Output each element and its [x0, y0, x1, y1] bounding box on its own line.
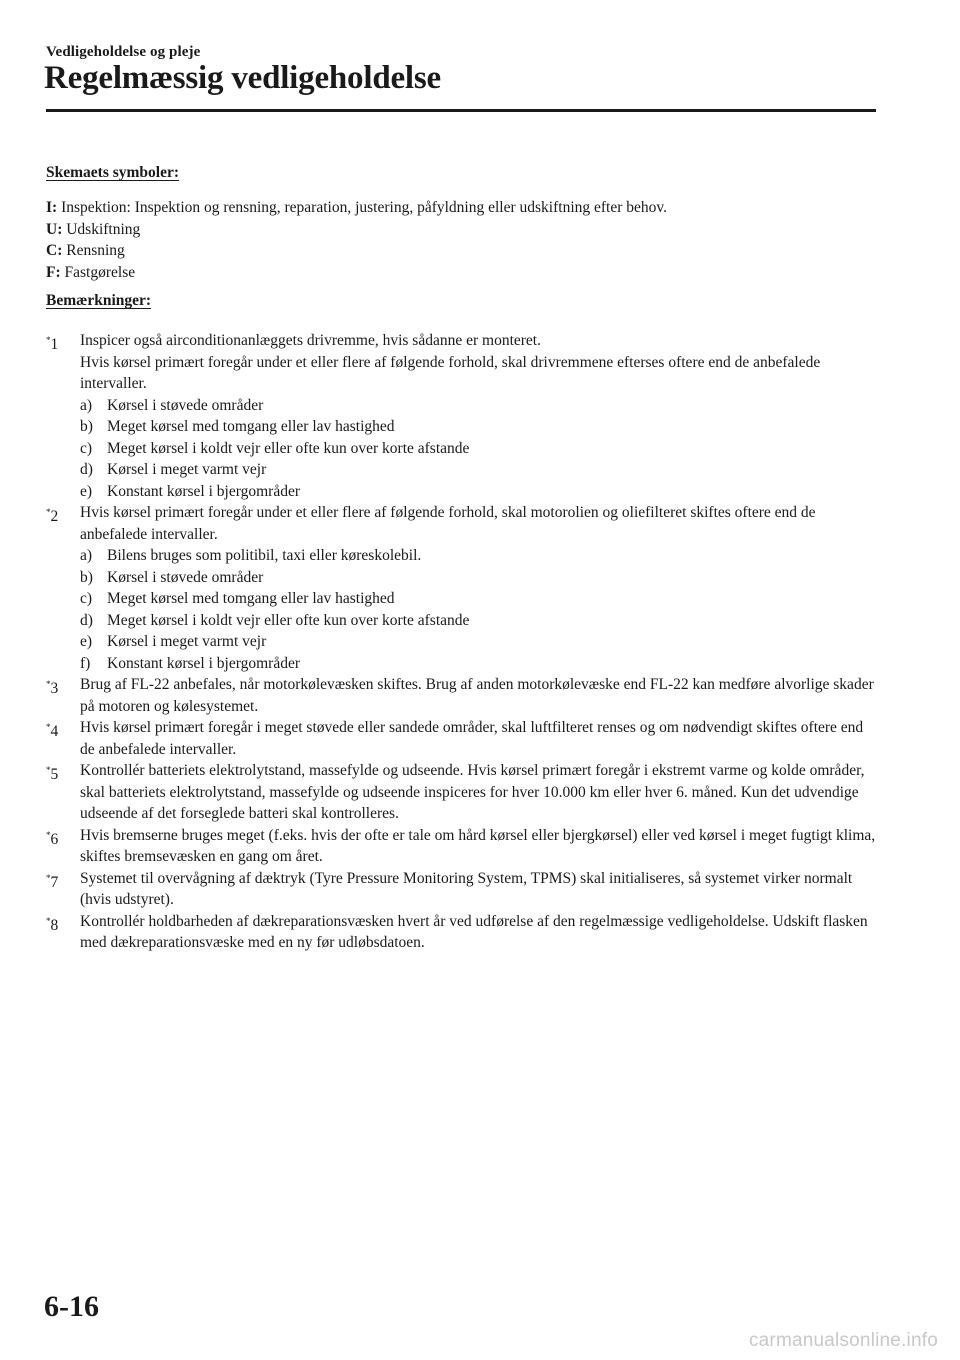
symbol-text: Udskiftning [62, 220, 141, 238]
remark-note [46, 760, 878, 825]
remark-sub-item: b) Meget kørsel med tomgang eller lav hastighed [80, 418, 395, 435]
page-title: Regelmæssig vedligeholdelse [44, 60, 441, 96]
symbol-line-u [46, 219, 876, 241]
remark-sub-item: b) Kørsel i støvede områder [80, 568, 264, 586]
symbol-key: I: [46, 199, 58, 216]
remark-note [46, 717, 878, 760]
remark-sub-item: a) Kørsel i støvede områder [80, 396, 264, 414]
remark-sub-item: e) Konstant kørsel i bjergområder [80, 482, 300, 500]
symbol-line-f [46, 262, 876, 284]
remarks-heading: Bemærkninger: [46, 292, 152, 309]
remark-number: *3 [46, 679, 59, 697]
remark-sub-item: c) Meget kørsel med tomgang eller lav hastighed [80, 590, 395, 607]
symbol-text: Rensning [62, 242, 125, 259]
remark-sub-item: d) Meget kørsel i koldt vejr eller ofte kun over korte afstande [80, 611, 470, 629]
remark-sub-item: d) Kørsel i meget varmt vejr [80, 461, 267, 478]
remark-number: *4 [46, 722, 59, 740]
remark-sub-item: c) Meget kørsel i koldt vejr eller ofte kun over korte afstande [80, 439, 470, 457]
section-label: Vedligeholdelse og pleje [46, 44, 201, 60]
watermark: carmanualsonline.info [748, 1330, 938, 1351]
remark-number: *8 [46, 915, 59, 934]
page-number: 6-16 [44, 1290, 99, 1323]
remark-number: *1 [46, 335, 59, 353]
remark-text: Systemet til overvågning af dæktryk (Tyre Pressure Monitoring System, TPMS) skal initialiseres, så systemet virker normalt (hvis udstyret). [80, 869, 853, 908]
symbol-line-i [46, 197, 876, 219]
remark-sub-item: f) Konstant kørsel i bjergområder [80, 654, 300, 672]
symbol-key: U: [46, 220, 63, 238]
remark-text: Hvis bremserne bruges meget (f.eks. hvis der ofte er tale om hård kørsel eller bjergkørsel) eller ved kørsel i meget fugtigt klima, skiftes bremsevæsken en gang om året. [80, 826, 876, 865]
remark-number: *7 [46, 872, 59, 891]
remark-text: Hvis kørsel primært foregår i meget støvede eller sandede områder, skal luftfilteret renses og om nødvendigt skiftes oftere end de anbefalede intervaller. [80, 719, 864, 758]
remark-text: Hvis kørsel primært foregår under et eller flere af følgende forhold, skal motorolien og oliefilteret skiftes oftere end de anbefalede intervaller. [80, 504, 816, 543]
remark-number: *2 [46, 507, 59, 525]
remark-text: Kontrollér holdbarheden af dækreparationsvæsken hvert år ved udførelse af den regelmæssige vedligeholdelse. Udskift flasken med dækreparationsvæske med en ny før udløbsdatoen. [80, 912, 868, 951]
remark-note [46, 502, 878, 674]
symbol-text: Fastgørelse [60, 263, 136, 281]
remark-number: *5 [46, 765, 59, 783]
symbol-key: F: [46, 263, 61, 281]
symbol-text: Inspektion: Inspektion og rensning, reparation, justering, påfyldning eller udskiftning efter behov. [57, 199, 668, 216]
remark-note [46, 330, 878, 502]
remark-note [46, 911, 878, 954]
title-divider [46, 109, 876, 112]
remark-sub-item: e) Kørsel i meget varmt vejr [80, 633, 267, 650]
symbols-list [46, 197, 876, 283]
remark-text: Hvis kørsel primært foregår under et eller flere af følgende forhold, skal drivremmene efterses oftere end de anbefalede intervaller. [80, 353, 821, 392]
remark-text: Inspicer også airconditionanlæggets drivremme, hvis sådanne er monteret. [80, 332, 541, 349]
remark-text: Brug af FL-22 anbefales, når motorkølevæsken skiftes. Brug af anden motorkølevæske end FL-22 kan medføre alvorlige skader på motoren og kølesystemet. [80, 676, 874, 715]
symbol-line-c [46, 240, 876, 262]
symbols-heading: Skemaets symboler: [46, 164, 180, 181]
remark-sub-item: a) Bilens bruges som politibil, taxi eller køreskolebil. [80, 547, 422, 564]
remark-note [46, 674, 878, 717]
symbol-key: C: [46, 242, 63, 259]
remarks-list [46, 330, 878, 954]
remark-text: Kontrollér batteriets elektrolytstand, massefylde og udseende. Hvis kørsel primært foregår i ekstremt varme og kolde områder, skal batteriets elektrolytstand, massefylde og udseende inspiceres for hver 10.000 km eller hver 6. måned. Kun det udvendige udseende af det forseglede batteri skal kontrolleres. [80, 762, 865, 822]
remark-number: *6 [46, 829, 59, 848]
remark-note [46, 868, 878, 911]
remark-note [46, 825, 878, 868]
